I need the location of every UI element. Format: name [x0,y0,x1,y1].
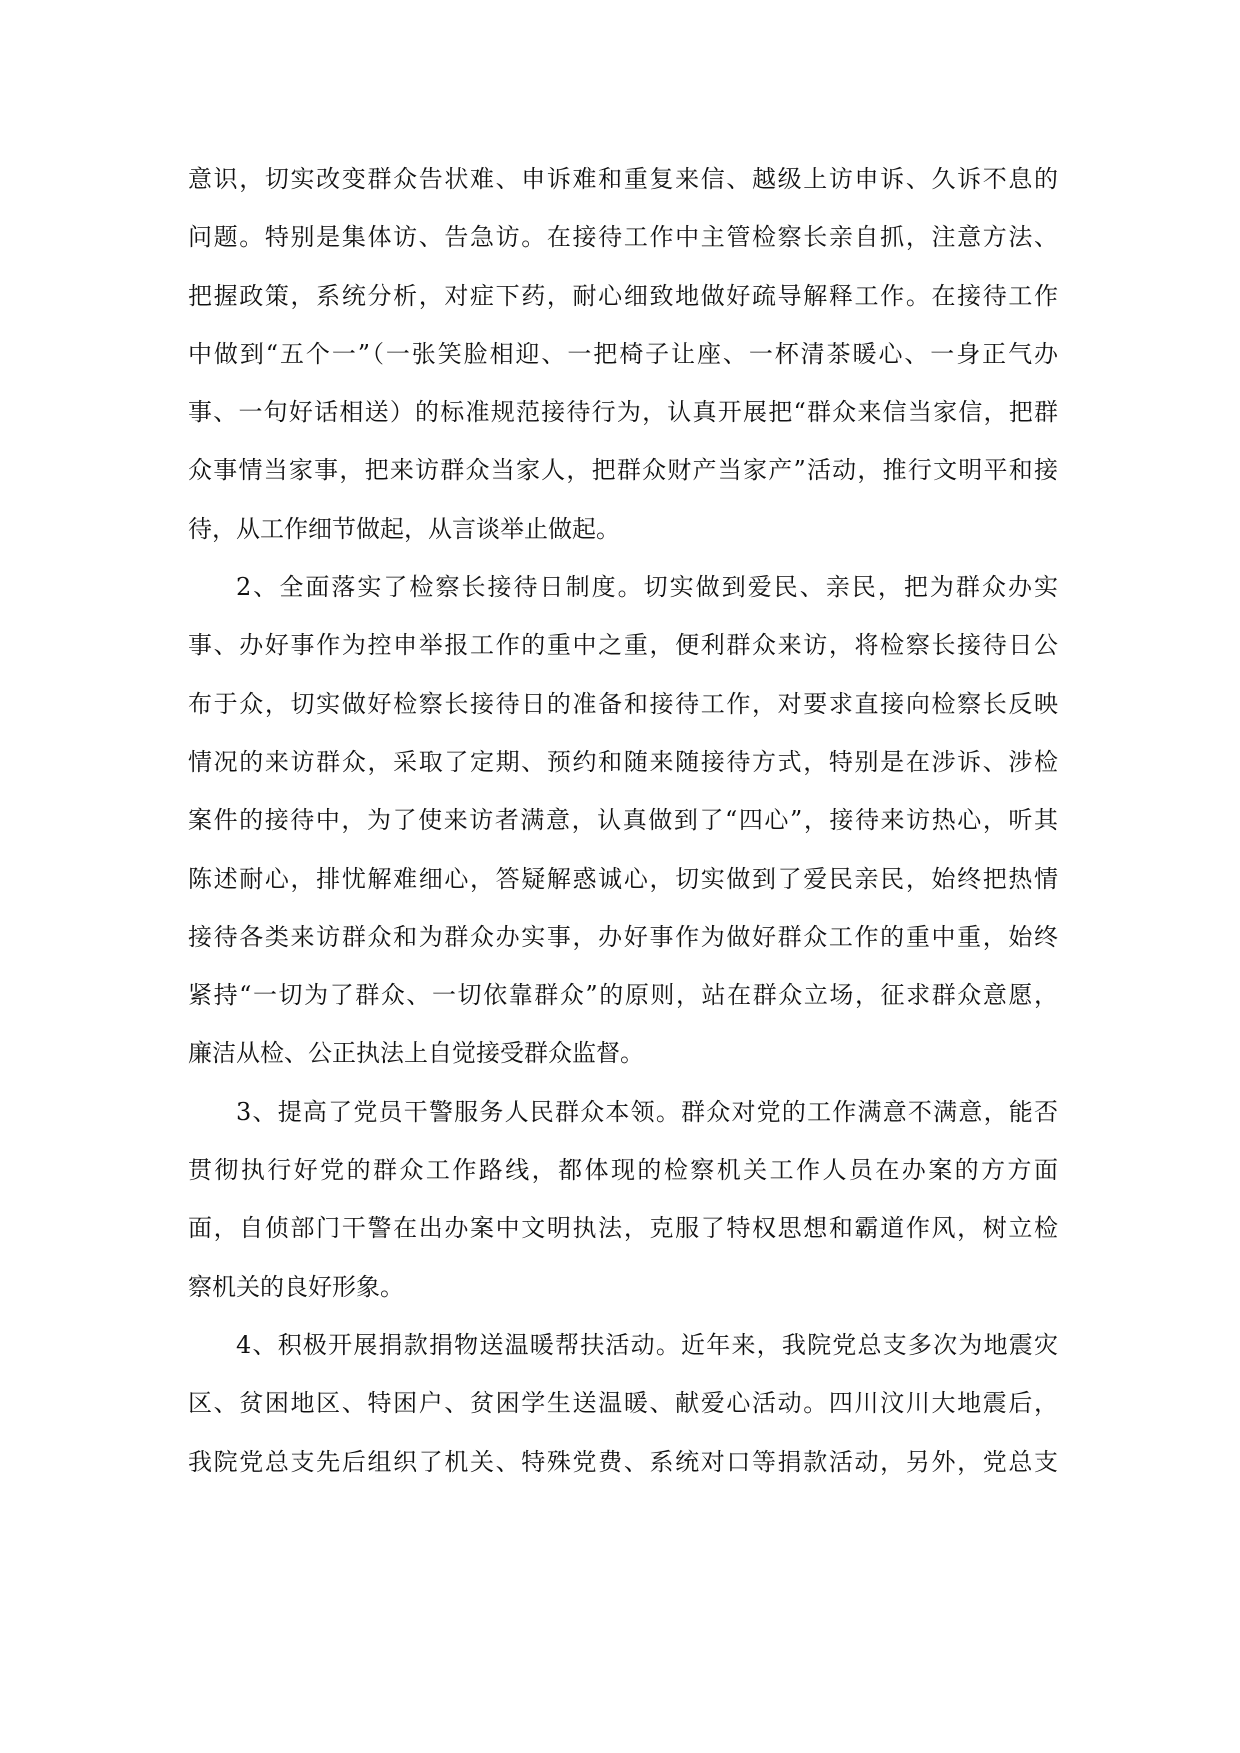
text-line: 紧持“一切为了群众、一切依靠群众”的原则，站在群众立场，征求群众意愿， [188,981,1058,1010]
paragraph-first-line: 3、提高了党员干警服务人民群众本领。群众对党的工作满意不满意，能否 [236,1097,1058,1126]
text-line: 把握政策，系统分析，对症下药，耐心细致地做好疏导解释工作。在接待工作 [188,281,1058,310]
text-line: 待，从工作细节做起，从言谈举止做起。 [188,514,620,543]
text-line: 事、一句好话相送）的标准规范接待行为，认真开展把“群众来信当家信，把群 [188,398,1058,427]
text-line: 贯彻执行好党的群众工作路线，都体现的检察机关工作人员在办案的方方面 [188,1156,1058,1185]
text-line: 事、办好事作为控申举报工作的重中之重，便利群众来访，将检察长接待日公 [188,631,1058,660]
text-line: 廉洁从检、公正执法上自觉接受群众监督。 [188,1039,644,1068]
text-line: 布于众，切实做好检察长接待日的准备和接待工作，对要求直接向检察长反映 [188,689,1058,718]
text-line: 意识，切实改变群众告状难、申诉难和重复来信、越级上访申诉、久诉不息的 [188,165,1058,193]
text-line: 面，自侦部门干警在出办案中文明执法，克服了特权思想和霸道作风，树立检 [188,1214,1058,1243]
body-text [188,150,1058,1491]
text-line: 察机关的良好形象。 [188,1272,404,1301]
text-line: 案件的接待中，为了使来访者满意，认真做到了“四心”，接待来访热心，听其 [188,806,1058,835]
paragraph-first-line: 2、全面落实了检察长接待日制度。切实做到爱民、亲民，把为群众办实 [236,573,1058,602]
text-line: 我院党总支先后组织了机关、特殊党费、系统对口等捐款活动，另外，党总支 [188,1447,1058,1476]
text-line: 接待各类来访群众和为群众办实事，办好事作为做好群众工作的重中重，始终 [188,922,1058,951]
text-line: 情况的来访群众，采取了定期、预约和随来随接待方式，特别是在涉诉、涉检 [188,747,1058,776]
text-line: 问题。特别是集体访、告急访。在接待工作中主管检察长亲自抓，注意方法、 [188,223,1058,252]
text-line: 众事情当家事，把来访群众当家人，把群众财产当家产”活动，推行文明平和接 [188,456,1058,485]
text-line: 区、贫困地区、特困户、贫困学生送温暖、献爱心活动。四川汶川大地震后， [188,1389,1058,1418]
text-line: 中做到“五个一”（一张笑脸相迎、一把椅子让座、一杯清茶暖心、一身正气办 [188,339,1058,368]
paragraph-first-line: 4、积极开展捐款捐物送温暖帮扶活动。近年来，我院党总支多次为地震灾 [236,1330,1058,1359]
text-line: 陈述耐心，排忧解难细心，答疑解惑诚心，切实做到了爱民亲民，始终把热情 [188,864,1058,893]
